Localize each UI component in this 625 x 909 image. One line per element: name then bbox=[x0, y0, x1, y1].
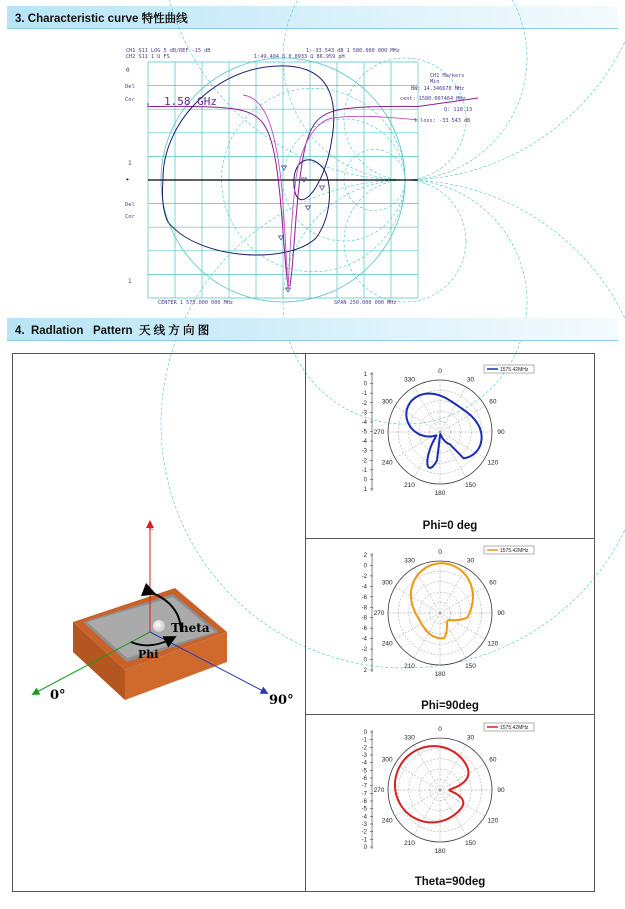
table-divider-vertical bbox=[305, 353, 306, 891]
side-label-cor-1: Cor bbox=[125, 97, 135, 103]
polar-spoke bbox=[395, 587, 440, 613]
zero-degree-label: 0° bbox=[50, 688, 66, 703]
radial-tick-label: -6 bbox=[361, 799, 367, 805]
vna-header-line-1: CH1 S11 LOG 5 dB/REF -15 dB bbox=[126, 48, 211, 54]
radial-tick-label: 0 bbox=[363, 381, 367, 388]
radial-tick-label: -7 bbox=[361, 783, 367, 790]
radial-tick-label: -5 bbox=[361, 768, 367, 775]
footer-span: SPAN 250.000 000 MHz bbox=[334, 300, 397, 306]
legend-label: 1575.42MHz bbox=[500, 367, 529, 373]
radial-tick-label: -3 bbox=[361, 753, 367, 759]
footer-center: CENTER 1 575.000 000 MHz bbox=[158, 300, 233, 306]
radiation-pattern-curve bbox=[406, 394, 481, 469]
radial-tick-label: -2 bbox=[361, 458, 367, 465]
polar-angle-label: 60 bbox=[489, 756, 497, 764]
polar-angle-label: 180 bbox=[434, 848, 446, 856]
polar-angle-label: 270 bbox=[373, 610, 385, 618]
radial-tick-label: -4 bbox=[361, 814, 367, 821]
vna-header-line-2: CH2 S11 1 U FS bbox=[126, 54, 170, 60]
theta-label: Theta bbox=[171, 621, 210, 635]
polar-plot-phi-0 bbox=[350, 364, 550, 498]
polar-angle-label: 300 bbox=[381, 579, 393, 587]
caption-theta-90: Theta=90deg bbox=[414, 876, 486, 888]
radial-tick-label: -2 bbox=[361, 647, 367, 654]
polar-spoke bbox=[414, 613, 440, 658]
radial-tick-label: -3 bbox=[361, 822, 367, 828]
radial-tick-label: -4 bbox=[361, 584, 367, 591]
polar-spoke bbox=[440, 568, 466, 613]
polar-angle-label: 180 bbox=[434, 490, 446, 498]
legend-label: 1575.42MHz bbox=[500, 725, 529, 731]
polar-spoke bbox=[440, 764, 485, 790]
radial-tick-label: -8 bbox=[361, 615, 367, 622]
radial-tick-label: 0 bbox=[363, 477, 367, 484]
radial-tick-label: -1 bbox=[361, 737, 367, 744]
polar-angle-label: 210 bbox=[404, 482, 415, 490]
marker-loss: l loss: -33.543 dB bbox=[414, 118, 471, 124]
radiation-pattern-curve bbox=[411, 563, 473, 638]
polar-angle-label: 90 bbox=[497, 610, 505, 618]
radial-tick-label: -6 bbox=[361, 776, 367, 782]
polar-angle-label: 240 bbox=[381, 640, 393, 648]
radial-tick-label: -3 bbox=[361, 410, 367, 417]
polar-angle-label: 330 bbox=[404, 557, 415, 565]
radial-tick-label: -4 bbox=[361, 636, 367, 643]
ref-mark-1: 0 bbox=[126, 67, 130, 74]
polar-angle-label: 330 bbox=[404, 734, 415, 742]
polar-spoke bbox=[395, 764, 440, 790]
polar-angle-label: 300 bbox=[381, 398, 393, 406]
polar-angle-label: 270 bbox=[373, 787, 385, 795]
side-label-del-1: Del bbox=[125, 84, 135, 90]
radial-tick-label: -2 bbox=[361, 829, 367, 836]
antenna-coordinate-illustration bbox=[13, 354, 305, 889]
radial-tick-label: -6 bbox=[361, 626, 367, 633]
legend-label: 1575.42MHz bbox=[500, 548, 529, 554]
polar-spoke bbox=[395, 406, 440, 432]
vna-header-mid-1: 1:-33.543 dB 1 580.000 000 MHz bbox=[306, 48, 400, 54]
reactance-arc bbox=[344, 180, 466, 302]
polar-spoke bbox=[440, 790, 466, 835]
marker-cent: cent: 1580.007464 MHz bbox=[400, 96, 466, 102]
markers-title: CH1 Markers bbox=[430, 73, 465, 79]
caption-phi-0: Phi=0 deg bbox=[422, 520, 478, 532]
polar-spoke bbox=[440, 587, 485, 613]
polar-angle-label: 120 bbox=[487, 817, 499, 825]
polar-plot-phi-90 bbox=[350, 545, 550, 679]
radiation-pattern-curve bbox=[395, 746, 469, 822]
caption-phi-90: Phi=90deg bbox=[421, 700, 479, 712]
radial-tick-label: -6 bbox=[361, 594, 367, 601]
radial-tick-label: -2 bbox=[361, 573, 367, 580]
radial-tick-label: -5 bbox=[361, 806, 367, 813]
section-header-radiation bbox=[7, 318, 618, 341]
radial-tick-label: -4 bbox=[361, 760, 367, 767]
polar-angle-label: 150 bbox=[465, 840, 476, 848]
section-title: 3. Characteristic curve 特性曲线 bbox=[15, 13, 188, 25]
polar-spoke bbox=[440, 432, 485, 458]
radial-tick-label: -2 bbox=[361, 400, 367, 407]
frequency-label: 1.58 GHz bbox=[164, 95, 217, 108]
radial-tick-label: 0 bbox=[363, 563, 367, 570]
polar-angle-label: 330 bbox=[404, 376, 415, 384]
radial-tick-label: 1 bbox=[363, 372, 367, 378]
polar-angle-label: 150 bbox=[465, 482, 476, 490]
radial-tick-label: -4 bbox=[361, 419, 367, 426]
polar-angle-label: 0 bbox=[438, 368, 442, 376]
radial-tick-label: -4 bbox=[361, 439, 367, 446]
polar-angle-label: 210 bbox=[404, 840, 415, 848]
polar-angle-label: 240 bbox=[381, 817, 393, 825]
polar-angle-label: 270 bbox=[373, 429, 385, 437]
polar-angle-label: 120 bbox=[487, 459, 499, 467]
characteristic-curve-chart bbox=[118, 40, 480, 306]
radial-tick-label: 2 bbox=[363, 553, 367, 559]
vna-header-mid-2: 1:49.404 Ω 0.0933 Ω 86.959 pH bbox=[254, 54, 345, 60]
ninety-degree-label: 90° bbox=[269, 693, 294, 708]
feed-point bbox=[153, 620, 165, 632]
trace-marker bbox=[282, 166, 287, 170]
radial-tick-label: -1 bbox=[361, 467, 367, 474]
table-divider-horizontal-1 bbox=[305, 538, 594, 539]
polar-angle-label: 90 bbox=[497, 429, 505, 437]
trace-marker bbox=[320, 186, 325, 190]
polar-angle-label: 120 bbox=[487, 640, 499, 648]
polar-angle-label: 90 bbox=[497, 787, 505, 795]
ref-arrow: ▸ bbox=[126, 176, 130, 183]
polar-angle-label: 300 bbox=[381, 756, 393, 764]
polar-angle-label: 240 bbox=[381, 459, 393, 467]
markers-sub: Min bbox=[430, 79, 440, 85]
polar-angle-label: 210 bbox=[404, 663, 415, 671]
radial-tick-label: -3 bbox=[361, 448, 367, 455]
radial-tick-label: 2 bbox=[363, 668, 367, 674]
phi-label: Phi bbox=[138, 648, 159, 661]
polar-angle-label: 0 bbox=[438, 549, 442, 557]
polar-angle-label: 30 bbox=[466, 734, 475, 742]
radial-tick-label: 0 bbox=[363, 657, 367, 664]
radial-tick-label: -7 bbox=[361, 791, 367, 798]
marker-bw: BW: 14.346670 MHz bbox=[411, 86, 465, 92]
marker-q: Q: 110.13 bbox=[444, 107, 473, 113]
polar-spoke bbox=[414, 432, 440, 477]
ref-mark-2: 1 bbox=[128, 160, 132, 167]
section-header-characteristic bbox=[7, 6, 618, 29]
polar-angle-label: 30 bbox=[466, 376, 475, 384]
section-title: 4. Radlation Pattern 天 线 方 向 图 bbox=[15, 325, 210, 337]
ref-mark-3: 1 bbox=[128, 278, 132, 285]
radial-tick-label: -1 bbox=[361, 391, 367, 398]
z-axis-label: z bbox=[149, 523, 154, 532]
table-divider-horizontal-2 bbox=[305, 714, 594, 715]
polar-spoke bbox=[395, 790, 440, 816]
polar-angle-label: 60 bbox=[489, 579, 497, 587]
side-label-del-2: Del bbox=[125, 202, 135, 208]
radial-tick-label: -1 bbox=[361, 837, 367, 844]
radial-tick-label: -8 bbox=[361, 605, 367, 612]
radial-tick-label: -5 bbox=[361, 429, 367, 436]
polar-spoke bbox=[414, 790, 440, 835]
polar-angle-label: 60 bbox=[489, 398, 497, 406]
side-label-cor-2: Cor bbox=[125, 214, 135, 220]
polar-angle-label: 0 bbox=[438, 726, 442, 734]
polar-angle-label: 180 bbox=[434, 671, 446, 679]
radial-tick-label: 0 bbox=[363, 730, 367, 736]
polar-plot-theta-90 bbox=[350, 722, 550, 856]
radial-tick-label: 1 bbox=[363, 487, 367, 493]
radial-tick-label: 0 bbox=[363, 845, 367, 851]
polar-spoke bbox=[414, 745, 440, 790]
radial-tick-label: -2 bbox=[361, 745, 367, 752]
polar-angle-label: 30 bbox=[466, 557, 475, 565]
polar-angle-label: 150 bbox=[465, 663, 476, 671]
